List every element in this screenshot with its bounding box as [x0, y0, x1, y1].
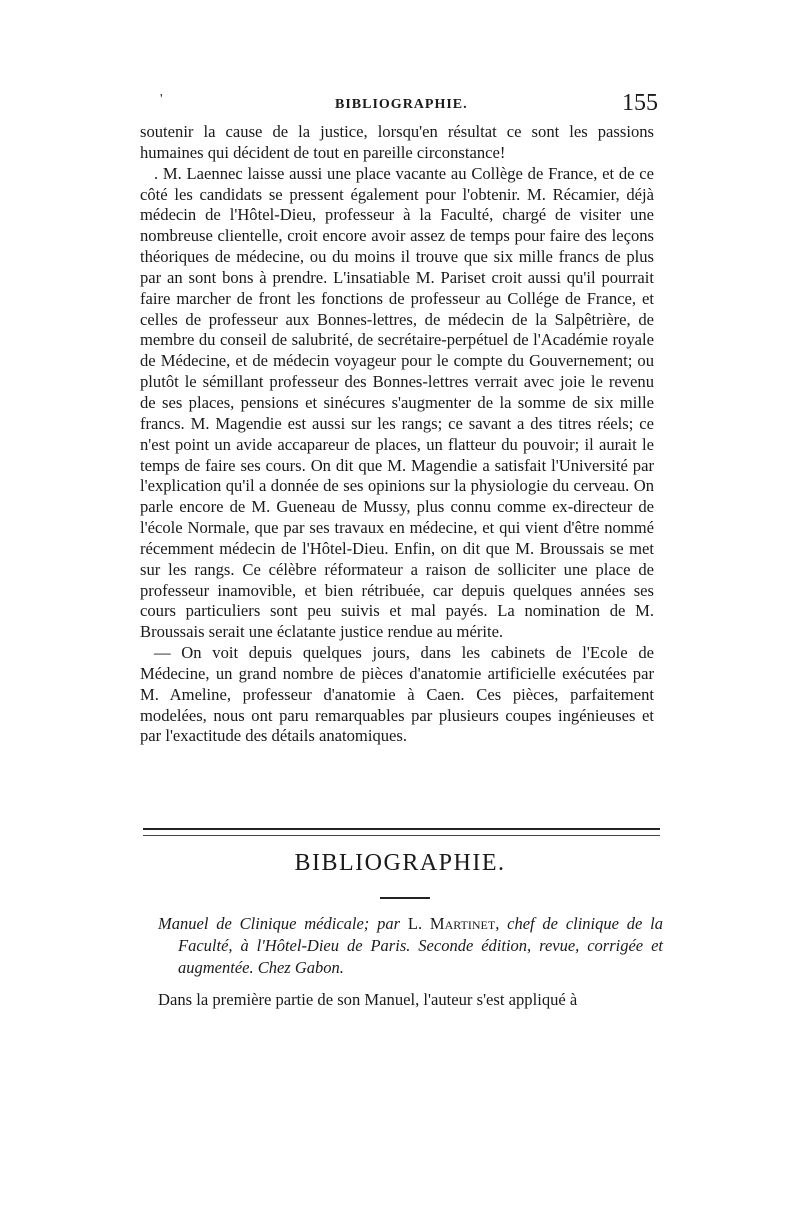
title-underline [380, 897, 430, 899]
body-text [140, 122, 654, 747]
citation-work-title: Manuel de Clinique médicale; [158, 914, 370, 933]
running-head: BIBLIOGRAPHIE. [335, 97, 468, 112]
section-title: BIBLIOGRAPHIE. [294, 850, 506, 876]
citation-details: , chef de clinique de la Faculté, à l'Hôtel-Dieu de Paris. Seconde édition, revue, corrigée et augmentée. Chez Gabon. [178, 914, 664, 977]
book-citation [158, 913, 663, 979]
header-mark: ' [160, 92, 163, 107]
paragraph-ameline-anatomy: — On voit depuis quelques jours, dans les cabinets de l'Ecole de Médecine, un grand nombre de pièces d'anatomie artificielle exécutées par M. Ameline, professeur d'anatomie à Caen. Ces pièces, parfaitement modelées, nous ont paru remarquables par plusieurs coupes ingénieuses et par l'exactitude des détails anatomiques. [140, 643, 654, 746]
paragraph-continuation: soutenir la cause de la justice, lorsqu'en résultat ce sont les passions humaines qui décident de tout en pareille circonstance! [140, 122, 654, 162]
section-divider [143, 828, 660, 836]
paragraph-laennec-succession: . M. Laennec laisse aussi une place vacante au Collège de France, et de ce côté les candidats se pressent également pour l'obtenir. M. Récamier, déjà médecin de l'Hôtel-Dieu, professeur à la Faculté, chargé de visiter une nombreuse clientelle, croit encore avoir assez de temps pour faire des leçons théoriques de médecine, ou du moins il trouve que six mille francs de plus par an sont bons à prendre. L'insatiable M. Pariset croit aussi qu'il pourrait faire marcher de front les fonctions de professeur au Collége de France, et celles de professeur aux Bonnes-lettres, de médecin de la Salpêtrière, de membre du conseil de salubrité, de secrétaire-perpétuel de l'Académie royale de Médecine, et de médecin voyageur pour le compte du Gouvernement; ou plutôt le sémillant professeur des Bonnes-lettres verrait avec joie le revenu de ses places, pensions et sinécures s'augmenter de la somme de six mille francs. M. Magendie est aussi sur les rangs; ce savant a des titres réels; ce n'est point un avide accapareur de places, un flatteur du pouvoir; il aurait le temps de faire ses cours. On dit que M. Magendie a satisfait l'Université par l'explication qu'il a donnée de ses opinions sur la physiologie du cerveau. On parle encore de M. Gueneau de Mussy, plus connu comme ex-directeur de l'école Normale, que par ses travaux en médecine, et qui vient d'être nommé récemment médecin de l'Hôtel-Dieu. Enfin, on dit que M. Broussais se met sur les rangs. Ce célèbre réformateur a raison de solliciter une place de professeur inamovible, et bien rétribuée, car depuis quelques années ses cours particuliers sont peu suivis et mal payés. La nomination de M. Broussais serait une éclatante justice rendue au mérite. [140, 163, 654, 642]
review-first-line: Dans la première partie de son Manuel, l'auteur s'est appliqué à [158, 990, 578, 1009]
citation-author: L. Martinet [407, 914, 496, 933]
page-number: 155 [622, 90, 658, 116]
citation-by: par [377, 914, 401, 933]
